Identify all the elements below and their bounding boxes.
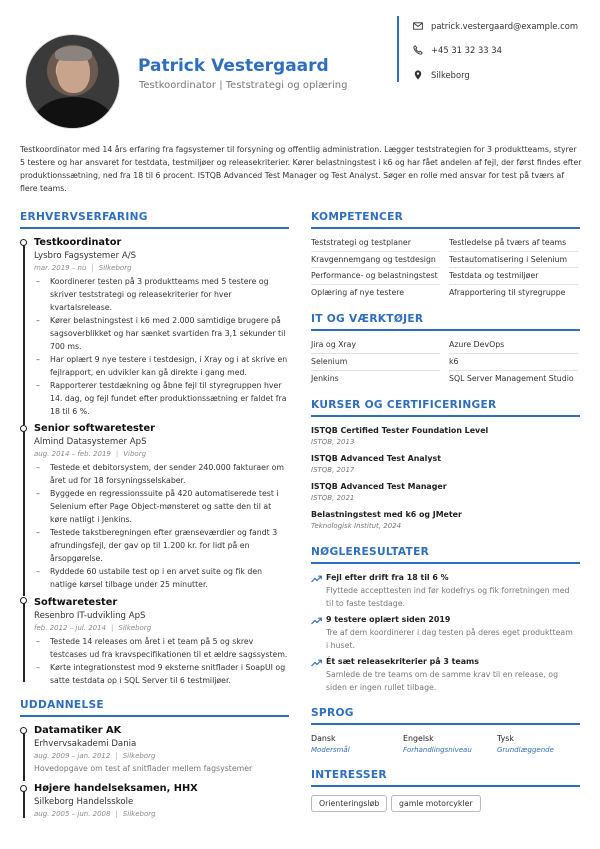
job-bullets <box>36 461 288 591</box>
courses-heading: KURSER OG CERTIFICERINGER <box>311 399 497 411</box>
timeline-dot <box>20 597 27 604</box>
job-bullet: – Testede 14 releases om året i et team på 5 og skrev testcases ud fra kravspecifikationen til et ældre sagssystem. <box>36 635 288 661</box>
education-location: Silkeborg <box>122 752 156 760</box>
competencies-heading-rule <box>311 227 580 229</box>
competency-item: Oplæring af nye testere <box>311 288 405 297</box>
education-dates: aug. 2009 – jan. 2012 <box>34 752 111 760</box>
language-level: Forhandlingsniveau <box>403 746 472 754</box>
job-bullet: – Testede et debitorsystem, der sender 240.000 fakturaer om året ud for 18 forsyningsselskaber. <box>36 461 288 487</box>
competency-item: Testledelse på tværs af teams <box>449 238 567 247</box>
achievement-desc: Samlede de tre teams om de samme krav til en release, og siden er ingen rullet tilbage. <box>326 670 559 692</box>
candidate-subtitle: Testkoordinator | Teststrategi og oplæring <box>139 80 348 91</box>
language-level: Modersmål <box>311 746 350 754</box>
education-meta: aug. 2009 – jan. 2012 | Silkeborg <box>34 752 156 760</box>
tool-item: Jenkins <box>311 374 339 383</box>
job-location: Viborg <box>123 450 147 458</box>
row-divider <box>449 251 578 252</box>
interest-tag: gamle motorcykler <box>391 795 481 812</box>
job-bullet: – Kørte integrationstest mod 9 eksterne snitflader i SoapUI og satte testdata op i SQL Server til 6 testmiljøer. <box>36 661 288 687</box>
competency-item: Performance- og belastningstest <box>311 271 438 280</box>
education-note: Hovedopgave om test af snitflader mellem fagsystemer <box>34 764 253 773</box>
email-text: patrick.vestergaard@example.com <box>431 21 578 31</box>
education-heading-rule <box>20 715 289 717</box>
tool-item: Jira og Xray <box>311 340 357 349</box>
job-title: Testkoordinator <box>34 237 122 248</box>
job-bullet: – Ryddede 60 ustabile test op i en arvet suite og fik den natlige kørsel tilbage under 25 minutter. <box>36 565 288 591</box>
course-issuer: ISTQB, 2021 <box>311 494 355 502</box>
tools-heading: IT OG VÆRKTØJER <box>311 313 424 325</box>
course-name: Belastningstest med k6 og JMeter <box>311 510 462 519</box>
timeline-line <box>23 731 25 781</box>
timeline-line <box>23 429 25 596</box>
job-meta: mar. 2019 – nu | Silkeborg <box>34 264 132 272</box>
job-title: Softwaretester <box>34 597 118 608</box>
row-divider <box>311 353 440 354</box>
course-name: ISTQB Advanced Test Manager <box>311 482 447 491</box>
contact-email[interactable] <box>413 21 578 31</box>
trend-up-icon <box>311 617 322 625</box>
education-dates: aug. 2005 – jun. 2008 <box>34 810 111 818</box>
candidate-name: Patrick Vestergaard <box>138 56 329 76</box>
job-bullet: – Kører belastningstest i k6 med 2.000 samtidige brugere på sagsoverblikket og har sænket svartiden fra 3,1 sekunder til 700 ms. <box>36 314 288 353</box>
trend-up-icon <box>311 659 322 667</box>
job-bullets <box>36 275 288 418</box>
timeline-dot <box>20 239 27 246</box>
timeline-dot <box>20 785 27 792</box>
tool-item: Azure DevOps <box>449 340 505 349</box>
education-degree: Datamatiker AK <box>34 725 122 736</box>
job-bullet: – Rapporterer testdækning og åbne fejl til styregruppen hver 14. dag, og fejl fundet efter produktionssætning er faldet fra 18 til 6 %. <box>36 379 288 418</box>
tool-item: SQL Server Management Studio <box>449 374 574 383</box>
job-company: Almind Datasystemer ApS <box>34 437 147 447</box>
phone-text: +45 31 32 33 34 <box>431 45 502 55</box>
education-meta: aug. 2005 – jun. 2008 | Silkeborg <box>34 810 156 818</box>
education-location: Silkeborg <box>122 810 156 818</box>
education-heading: UDDANNELSE <box>20 699 104 711</box>
resume-header <box>0 0 600 135</box>
row-divider <box>311 370 440 371</box>
achievement-title: Fejl efter drift fra 18 til 6 % <box>326 573 449 582</box>
interests-heading: INTERESSER <box>311 769 387 781</box>
row-divider <box>449 267 578 268</box>
phone-icon <box>413 45 423 55</box>
job-dates: mar. 2019 – nu <box>34 264 87 272</box>
language-level: Grundlæggende <box>497 746 554 754</box>
job-location: Silkeborg <box>118 624 152 632</box>
competency-item: Testdata og testmiljøer <box>449 271 539 280</box>
job-bullet: – Har oplært 9 nye testere i testdesign, i Xray og i at skrive en fejlrapport, en udvikler kan gå direkte i gang med. <box>36 353 288 379</box>
interest-tag: Orienteringsløb <box>311 795 387 812</box>
course-issuer: ISTQB, 2017 <box>311 466 355 474</box>
course-name: ISTQB Advanced Test Analyst <box>311 454 442 463</box>
job-bullet: – Testede takstberegningen efter grænseværdier og fandt 3 afrundingsfejl, der gav op til 1.200 kr. for lidt på en årsopgørelse. <box>36 526 288 565</box>
achievement-title: Ét sæt releasekriterier på 3 teams <box>326 657 479 666</box>
languages-heading: SPROG <box>311 707 354 719</box>
job-company: Lysbro Fagsystemer A/S <box>34 251 137 261</box>
location-text: Silkeborg <box>431 70 470 80</box>
competency-item: Afrapportering til styregruppe <box>449 288 566 297</box>
interests-heading-rule <box>311 785 580 787</box>
course-issuer: Teknologisk Institut, 2024 <box>311 522 402 530</box>
contact-location <box>413 70 470 80</box>
timeline-line <box>23 788 25 818</box>
job-company: Resenbro IT-udvikling ApS <box>34 611 146 621</box>
education-school: Silkeborg Handelsskole <box>34 797 134 807</box>
profile-photo <box>25 34 120 129</box>
trend-up-icon <box>311 575 322 583</box>
timeline-dot <box>20 425 27 432</box>
envelope-icon <box>413 21 423 31</box>
contact-divider <box>397 16 399 82</box>
achievement-desc: Tre af dem koordinerer i dag testen på deres eget produktteam i huset. <box>326 628 573 650</box>
education-school: Erhvervsakademi Dania <box>34 739 137 749</box>
row-divider <box>311 267 440 268</box>
tool-item: k6 <box>449 357 459 366</box>
job-dates: feb. 2012 – jul. 2014 <box>34 624 107 632</box>
course-issuer: ISTQB, 2013 <box>311 438 355 446</box>
job-meta: aug. 2014 – feb. 2019 | Viborg <box>34 450 147 458</box>
language-name: Tysk <box>497 734 514 743</box>
experience-heading-rule <box>20 227 289 229</box>
row-divider <box>449 353 578 354</box>
contact-phone[interactable] <box>413 45 502 55</box>
achievements-heading: NØGLERESULTATER <box>311 546 430 558</box>
competencies-heading: KOMPETENCER <box>311 211 404 223</box>
experience-heading: ERHVERVSERFARING <box>20 211 148 223</box>
education-degree: Højere handelseksamen, HHX <box>34 783 198 794</box>
competency-item: Kravgennemgang og testdesign <box>311 255 436 264</box>
job-meta: feb. 2012 – jul. 2014 | Silkeborg <box>34 624 152 632</box>
job-dates: aug. 2014 – feb. 2019 <box>34 450 111 458</box>
languages-heading-rule <box>311 723 580 725</box>
row-divider <box>311 251 440 252</box>
achievements-heading-rule <box>311 562 580 564</box>
job-location: Silkeborg <box>98 264 132 272</box>
achievement-title: 9 testere oplært siden 2019 <box>326 615 451 624</box>
achievement-desc: Flyttede accepttesten ind før kodefrys og fik forretningen med til to faste testdage. <box>326 586 570 608</box>
courses-heading-rule <box>311 415 580 417</box>
professional-summary: Testkoordinator med 14 års erfaring fra fagsystemer til forsyning og offentlig administration. Lægger teststrategien for 3 produktteams, styrer 5 testere og har ansvaret for testdata, testmiljøer og releasekriterier. Kører belastningstest i k6 og har fået andelen af fejl, der først findes efter produktionssætning, ned fra 18 til 6 procent. ISTQB Advanced Test Manager og Test Analyst. Søger en rolle med ansvar for test på tværs af flere teams. <box>20 145 582 193</box>
row-divider <box>449 370 578 371</box>
row-divider <box>311 284 440 285</box>
language-name: Dansk <box>311 734 336 743</box>
tools-heading-rule <box>311 329 580 331</box>
job-title: Senior softwaretester <box>34 423 155 434</box>
course-name: ISTQB Certified Tester Foundation Level <box>311 426 489 435</box>
job-bullets <box>36 635 288 687</box>
job-bullet: – Koordinerer testen på 3 produktteams med 5 testere og skriver teststrategi og releasekriterier for hver kvartalsrelease. <box>36 275 288 314</box>
row-divider <box>449 284 578 285</box>
competency-item: Teststrategi og testplaner <box>311 238 411 247</box>
timeline-line <box>23 600 25 682</box>
map-pin-icon <box>413 70 423 80</box>
competency-item: Testautomatisering i Selenium <box>449 255 568 264</box>
timeline-line <box>23 243 25 425</box>
language-name: Engelsk <box>403 734 434 743</box>
job-bullet: – Byggede en regressionssuite på 420 automatiserede test i Selenium efter Page Object-mønsteret og satte den til at køre natligt i Jenkins. <box>36 487 288 526</box>
tool-item: Selenium <box>311 357 348 366</box>
timeline-dot <box>20 727 27 734</box>
